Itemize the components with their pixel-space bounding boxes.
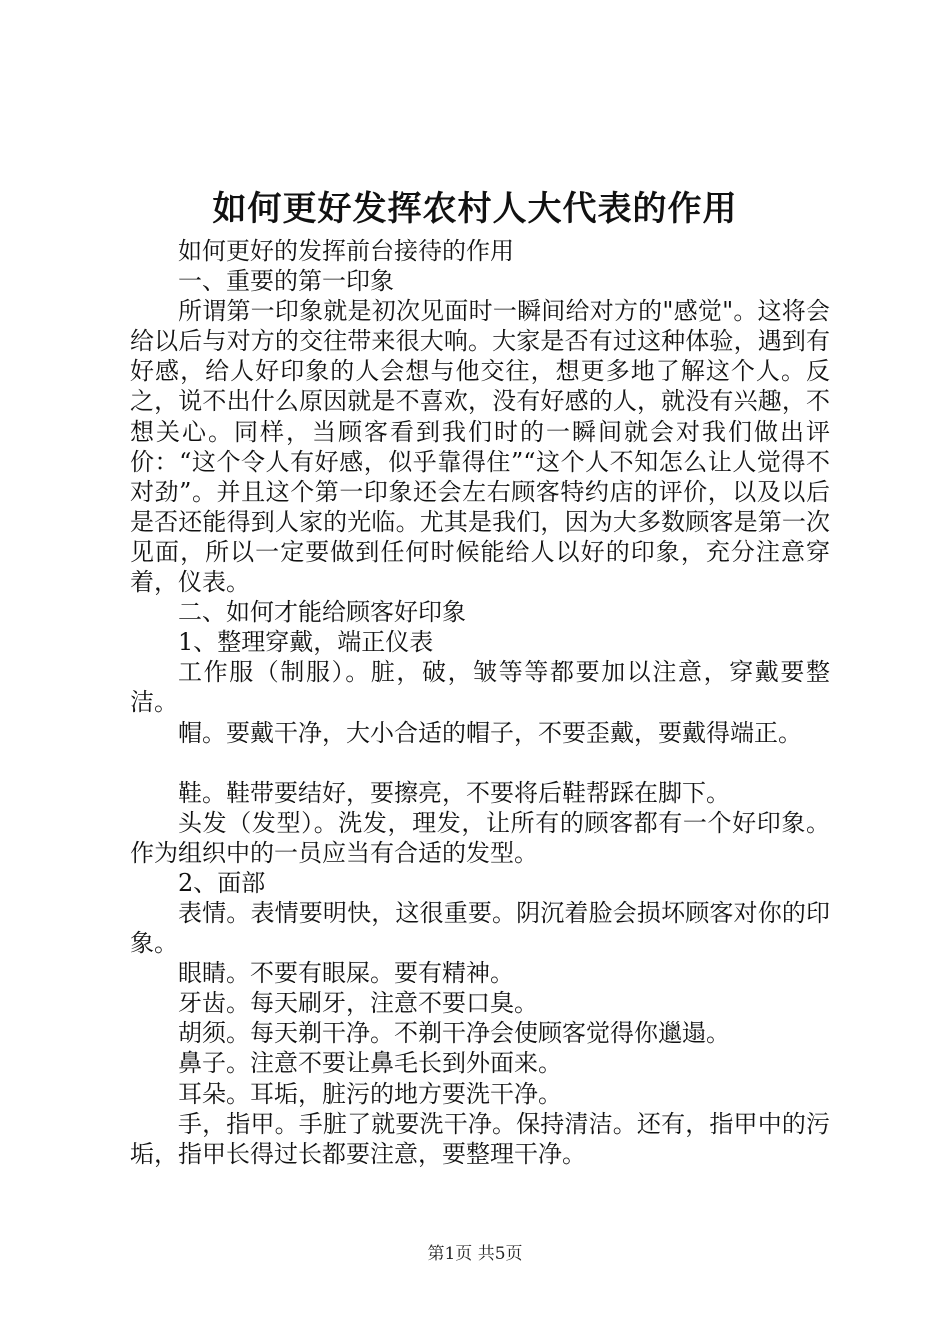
section-heading: 二、如何才能给顾客好印象: [178, 598, 466, 627]
paragraph: 手，指甲。手脏了就要洗干净。保持清洁。还有，指甲中的污垢，指甲长得过长都要注意，要整理干净。: [130, 1109, 830, 1168]
paragraph: 表情。表情要明快，这很重要。阴沉着脸会损坏顾客对你的印象。: [130, 898, 830, 958]
document-title: 如何更好发挥农村人大代表的作用: [212, 189, 738, 229]
paragraph: 鼻子。注意不要让鼻毛长到外面来。: [178, 1049, 562, 1078]
paragraph: 头发（发型）。洗发，理发，让所有的顾客都有一个好印象。作为组织中的一员应当有合适的发型。: [130, 808, 830, 867]
page-footer: 第1页 共5页: [427, 1244, 523, 1264]
document-body: [130, 236, 830, 1169]
paragraph: 耳朵。耳垢，脏污的地方要洗干净。: [178, 1079, 562, 1108]
section-heading: 一、重要的第一印象: [178, 267, 394, 296]
paragraph: 鞋。鞋带要结好，要擦亮，不要将后鞋帮踩在脚下。: [178, 778, 730, 807]
paragraph: 眼睛。不要有眼屎。要有精神。: [178, 959, 514, 988]
paragraph: 工作服（制服）。脏，破，皱等等都要加以注意，穿戴要整洁。: [130, 658, 830, 717]
subsection-heading: 1、整理穿戴，端正仪表: [178, 628, 434, 657]
paragraph: 如何更好的发挥前台接待的作用: [178, 237, 514, 265]
paragraph: 牙齿。每天刷牙，注意不要口臭。: [178, 989, 538, 1018]
paragraph: 帽。要戴干净，大小合适的帽子，不要歪戴，要戴得端正。: [178, 718, 802, 747]
paragraph: 所谓第一印象就是初次见面时一瞬间给对方的"感觉"。这将会给以后与对方的交往带来很大响。大家是否有过这种体验，遇到有好感，给人好印象的人会想与他交往，想更多地了解这个人。反之，说不出什么原因就是不喜欢，没有好感的人，就没有兴趣，不想关心。同样，当顾客看到我们时的一瞬间就会对我们做出评价：“这个令人有好感，似乎靠得住”“这个人不知怎么让人觉得不对劲”。并且这个第一印象还会左右顾客特约店的评价，以及以后是否还能得到人家的光临。尤其是我们，因为大多数顾客是第一次见面，所以一定要做到任何时候能给人以好的印象，充分注意穿着，仪表。: [130, 297, 830, 597]
paragraph: 胡须。每天剃干净。不剃干净会使顾客觉得你邋遢。: [178, 1019, 730, 1048]
subsection-heading: 2、面部: [178, 868, 266, 897]
blank-line: [130, 748, 830, 778]
